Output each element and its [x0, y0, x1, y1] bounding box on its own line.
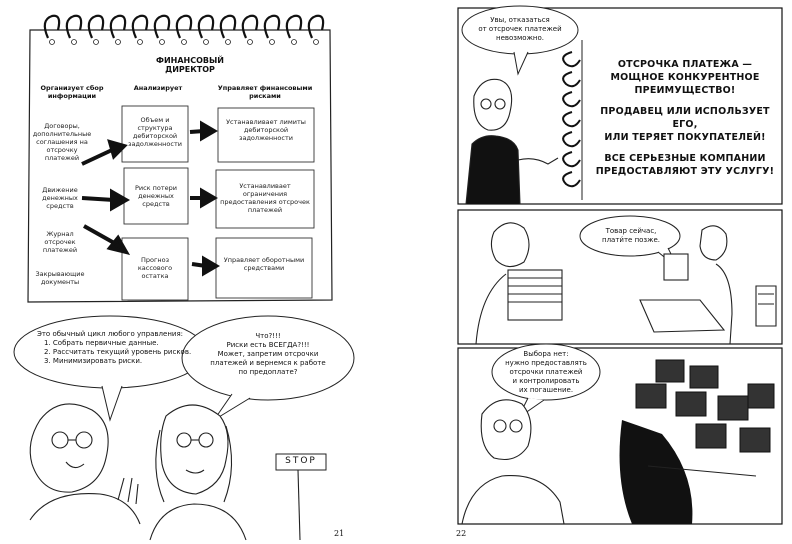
stop-sign: STOP — [285, 456, 317, 466]
column-title-manage: Управляет финансовыми рисками — [217, 84, 313, 100]
character-bald-man — [30, 404, 140, 524]
risk-text-limits: Устанавливает лимиты дебиторской задолженности — [226, 118, 306, 142]
risk-text-working-capital: Управляет оборотными средствами — [223, 256, 305, 272]
column-title-collect: Организует сбор информации — [40, 84, 104, 100]
source-cashflow: Движение денежных средств — [42, 186, 78, 210]
source-journal: Журнал отсрочек платежей — [42, 230, 78, 254]
character-woman — [150, 405, 300, 540]
analysis-text-loss-risk: Риск потери денежных средств — [134, 184, 178, 208]
seated-figure — [620, 420, 693, 524]
speech-bubble-buy-now: Товар сейчас, плати́те позже. — [602, 227, 660, 244]
character-presenter — [466, 79, 558, 204]
panel1-spiral — [563, 52, 580, 186]
character-director — [462, 400, 564, 524]
notebook-title: ФИНАНСОВЫЙ ДИРЕКТОР — [156, 56, 224, 74]
page-number-right: 22 — [456, 529, 467, 538]
speech-bubble-risks-always: Что?!!! Риски есть ВСЕГДА?!!! Может, запретим отсрочки платежей и вернемся к работе по предоплате? — [210, 332, 326, 376]
analysis-text-receivables: Объем и структура дебиторской задолженности — [128, 116, 182, 148]
page-number-left: 21 — [334, 529, 345, 538]
risk-text-restrictions: Устанавливает ограничения предоставления отсрочек платежей — [220, 182, 310, 214]
analysis-text-cash-forecast: Прогноз кассового остатка — [137, 256, 173, 280]
character-buyer — [476, 223, 562, 344]
speech-bubble-management-cycle: Это обычный цикл любого управления: 1. Собрать первичные данные. 2. Рассчитать текущий уровень рисков. 3. Минимизировать риски. — [36, 330, 192, 365]
column-title-analyze: Анализирует — [133, 84, 183, 92]
panel1-caption: ОТСРОЧКА ПЛАТЕЖА — МОЩНОЕ КОНКУРЕНТНОЕ ПРЕИМУЩЕСТВО! ПРОДАВЕЦ ИЛИ ИСПОЛЬЗУЕТ ЕГО, ИЛИ ТЕРЯЕТ ПОКУПАТЕЛЕЙ! ВСЕ СЕРЬЕЗНЫЕ КОМПАНИИ ПРЕДОСТАВЛЯЮТ ЭТУ УСЛУГУ! — [595, 59, 775, 177]
right-page — [396, 0, 792, 544]
source-closing-docs: Закрывающие документы — [35, 270, 85, 286]
speech-bubble-no-choice: Выбора нет: нужно предоставлять отсрочки платежей и контролировать их погашение. — [505, 350, 587, 394]
source-contracts: Договоры, дополнительные соглашения на отсрочку платежей — [32, 122, 92, 162]
speech-bubble-cannot-refuse: Увы, отказаться от отсрочек платежей невозможно. — [478, 16, 562, 42]
